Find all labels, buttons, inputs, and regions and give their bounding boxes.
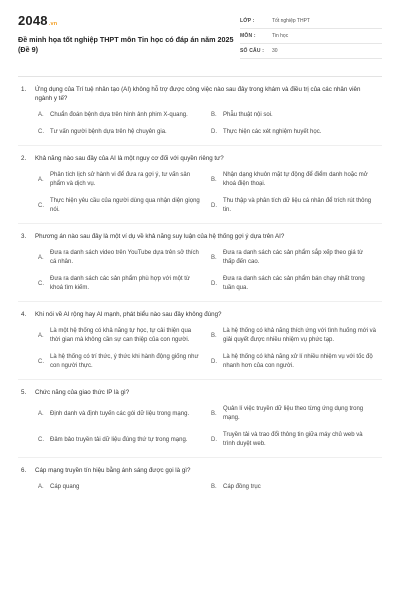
question-number: 6. xyxy=(21,467,27,474)
option-text: Đưa ra danh sách các sản phẩm sắp xếp theo giá từ thấp đến cao. xyxy=(223,250,364,265)
option-letter: D. xyxy=(211,436,217,443)
answer-option-b[interactable] xyxy=(211,405,384,423)
header-divider xyxy=(18,76,382,77)
answer-option-b[interactable] xyxy=(211,327,384,345)
answer-options xyxy=(38,327,382,371)
question-divider xyxy=(18,379,382,380)
option-letter: D. xyxy=(211,202,217,209)
answer-options xyxy=(38,249,382,293)
option-text: Định danh và định tuyến các gói dữ liệu trong mạng. xyxy=(50,410,190,417)
option-text: Thu thập và phân tích dữ liệu cá nhân để trích rút thông tin. xyxy=(223,198,372,213)
question-header xyxy=(18,85,382,103)
answer-option-c[interactable] xyxy=(38,197,211,215)
option-text: Cáp quang xyxy=(50,484,80,490)
answer-option-c[interactable] xyxy=(38,275,211,293)
meta-row-question-count xyxy=(240,44,382,59)
question-header xyxy=(18,388,382,397)
answer-option-c[interactable] xyxy=(38,431,211,449)
meta-row-class xyxy=(240,14,382,29)
option-letter: D. xyxy=(211,129,217,135)
question-text: Phương án nào sau đây là một ví dụ về khả năng suy luận của hệ thống gợi ý dựa trên AI? xyxy=(35,233,285,240)
option-letter: B. xyxy=(211,254,217,261)
option-letter: B. xyxy=(211,410,217,417)
answer-option-b[interactable] xyxy=(211,171,384,189)
site-logo[interactable] xyxy=(18,14,238,31)
question-text: Chức năng của giao thức IP là gì? xyxy=(35,389,130,396)
answer-option-b[interactable] xyxy=(211,111,384,120)
option-letter: A. xyxy=(38,332,44,339)
answer-option-b[interactable] xyxy=(211,483,384,492)
option-text: Là hệ thống có khả năng xử lí nhiều nhiệm vụ với tốc độ nhanh hơn của con người. xyxy=(223,354,373,369)
answer-option-d[interactable] xyxy=(211,128,384,137)
option-letter: A. xyxy=(38,112,44,118)
option-letter: C. xyxy=(38,280,44,287)
question-text: Khi nói về AI rộng hay AI mạnh, phát biểu nào sau đây không đúng? xyxy=(35,311,222,318)
option-text: Nhận dạng khuôn mặt tự động để điểm danh hoặc mở khoá điện thoại. xyxy=(223,172,368,187)
answer-options xyxy=(38,405,382,449)
option-text: Đưa ra danh sách các sản phẩm bán chạy nhất trong tuần qua. xyxy=(223,276,365,291)
option-letter: B. xyxy=(211,484,217,490)
option-text: Là hệ thống có khả năng thích ứng với tình huống mới và giải quyết được nhiều nhiệm vụ phức tạp. xyxy=(223,328,376,343)
option-text: Đảm bảo truyền tải dữ liệu đúng thứ tự trong mạng. xyxy=(50,436,188,443)
question-divider xyxy=(18,301,382,302)
option-text: Truyền tải và trao đổi thông tin giữa máy chủ web và trình duyệt web. xyxy=(223,432,363,447)
brand-block xyxy=(18,14,238,54)
question-header xyxy=(18,154,382,163)
option-letter: A. xyxy=(38,410,44,417)
question-number: 2. xyxy=(21,155,27,162)
question-number: 5. xyxy=(21,389,27,396)
question-6 xyxy=(18,466,382,492)
option-text: Là hệ thống có trí thức, ý thức khi hành động giống như con người thực. xyxy=(50,354,199,369)
option-text: Chuẩn đoán bệnh dựa trên hình ảnh phim X-quang. xyxy=(50,112,188,118)
question-1 xyxy=(18,85,382,146)
option-text: Là một hệ thống có khả năng tự học, tự cải thiện qua thời gian mà không cần sự can thiệp của con người. xyxy=(50,328,192,343)
option-letter: B. xyxy=(211,176,217,183)
question-2 xyxy=(18,154,382,224)
option-letter: C. xyxy=(38,358,44,365)
option-text: Đưa ra danh sách các sản phẩm phù hợp với một từ khoá tìm kiếm. xyxy=(50,276,190,291)
question-header xyxy=(18,232,382,241)
answer-options xyxy=(38,171,382,215)
question-divider xyxy=(18,145,382,146)
question-3 xyxy=(18,232,382,302)
question-number: 3. xyxy=(21,233,27,240)
answer-option-a[interactable] xyxy=(38,171,211,189)
answer-options xyxy=(38,111,382,137)
meta-key: SỐ CÂU : xyxy=(240,48,265,54)
answer-option-d[interactable] xyxy=(211,197,384,215)
option-text: Phẫu thuật nội soi. xyxy=(223,112,273,118)
meta-value: Tốt nghiệp THPT xyxy=(272,18,310,24)
option-text: Đưa ra danh sách video trên YouTube dựa trên sở thích cá nhân. xyxy=(50,250,199,265)
question-text: Khả năng nào sau đây của AI là một nguy cơ đối với quyền riêng tư? xyxy=(35,155,224,162)
exam-meta-table xyxy=(240,14,382,59)
option-letter: C. xyxy=(38,129,44,135)
question-header xyxy=(18,466,382,475)
answer-option-d[interactable] xyxy=(211,353,384,371)
question-divider xyxy=(18,223,382,224)
question-5 xyxy=(18,388,382,458)
logo-suffix: .vn xyxy=(48,21,58,27)
option-letter: D. xyxy=(211,280,217,287)
question-text: Cáp mạng truyền tín hiệu bằng ánh sáng được gọi là gì? xyxy=(35,467,191,474)
option-letter: C. xyxy=(38,202,44,209)
option-text: Cáp đồng trục xyxy=(223,484,261,490)
answer-option-c[interactable] xyxy=(38,353,211,371)
answer-option-a[interactable] xyxy=(38,111,211,120)
answer-option-a[interactable] xyxy=(38,249,211,267)
option-text: Quản lí việc truyền dữ liệu theo từng ứng dụng trong mạng. xyxy=(223,406,364,421)
answer-option-b[interactable] xyxy=(211,249,384,267)
question-number: 4. xyxy=(21,311,27,318)
answer-option-a[interactable] xyxy=(38,327,211,345)
question-text: Ứng dụng của Trí tuệ nhân tạo (AI) không hỗ trợ được công việc nào sau đây trong khám và điều trị của các nhân viên ngành y tế? xyxy=(35,86,361,102)
question-divider xyxy=(18,457,382,458)
meta-value: Tin học xyxy=(272,33,289,39)
answer-option-a[interactable] xyxy=(38,483,211,492)
meta-row-subject xyxy=(240,29,382,44)
answer-options xyxy=(38,483,382,492)
meta-key: LỚP : xyxy=(240,18,255,24)
option-letter: C. xyxy=(38,436,44,443)
meta-value: 30 xyxy=(272,48,278,54)
page-header xyxy=(18,14,382,70)
answer-option-c[interactable] xyxy=(38,128,211,137)
option-letter: A. xyxy=(38,254,44,261)
option-letter: B. xyxy=(211,332,217,339)
option-text: Thực hiện yêu cầu của người dùng qua nhận diện giọng nói. xyxy=(50,198,200,213)
question-header xyxy=(18,310,382,319)
question-number: 1. xyxy=(21,86,27,93)
option-letter: A. xyxy=(38,176,44,183)
option-text: Thực hiện các xét nghiệm huyết học. xyxy=(223,129,322,135)
option-text: Phân tích lịch sử hành vi để đưa ra gợi ý, tư vấn sản phẩm và dịch vụ. xyxy=(50,172,191,187)
option-letter: D. xyxy=(211,358,217,365)
option-text: Tư vấn người bệnh dựa trên hệ chuyên gia. xyxy=(50,129,167,135)
answer-option-a[interactable] xyxy=(38,405,211,423)
option-letter: B. xyxy=(211,112,217,118)
page-title: Đề minh họa tốt nghiệp THPT môn Tin học có đáp án năm 2025 (Đề 9) xyxy=(18,35,234,54)
question-4 xyxy=(18,310,382,380)
meta-key: MÔN : xyxy=(240,33,256,39)
logo-text: 2048 xyxy=(18,13,48,28)
answer-option-d[interactable] xyxy=(211,275,384,293)
option-letter: A. xyxy=(38,484,44,490)
answer-option-d[interactable] xyxy=(211,431,384,449)
